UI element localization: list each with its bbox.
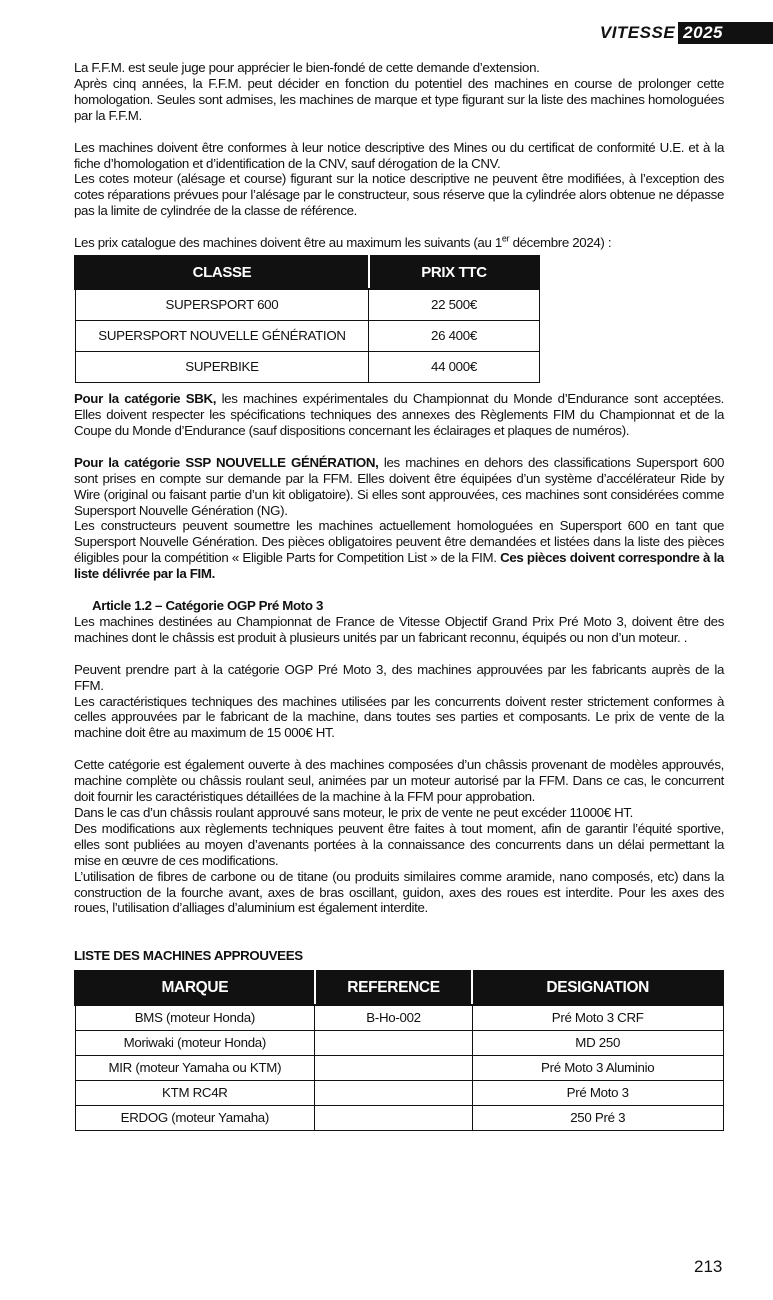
column-header-prix: PRIX TTC bbox=[369, 256, 539, 289]
section-tag bbox=[600, 22, 773, 44]
machines-table bbox=[74, 970, 724, 1131]
paragraph: Des modifications aux règlements techniques peuvent être faites à tout moment, afin de garantir l’équité sportive, elles sont publiées au moyen d’avenants portées à la connaissance des concurrents dans un délai permettant la mise en œuvre de ces modifications. bbox=[74, 820, 724, 868]
table-row bbox=[75, 1031, 723, 1056]
ssp-lead: Pour la catégorie SSP NOUVELLE GÉNÉRATION, bbox=[74, 454, 379, 470]
paragraph-prices-intro bbox=[74, 235, 724, 251]
paragraph: L’utilisation de fibres de carbone ou de titane (ou produits similaires comme aramide, nano composés, etc) dans la construction de la fourche avant, axes de bras oscillant, guidon, axes des roues est interdite. Pour les axes des roues, l’utilisation d’alliages d’aluminium est également interdite. bbox=[74, 868, 724, 916]
table-cell: BMS (moteur Honda) bbox=[75, 1005, 315, 1031]
table-cell: SUPERSPORT NOUVELLE GÉNÉRATION bbox=[75, 321, 369, 352]
paragraph: La F.F.M. est seule juge pour apprécier le bien-fondé de cette demande d’extension. bbox=[74, 60, 540, 75]
paragraph: Cette catégorie est également ouverte à des machines composées d’un châssis provenant de modèles approuvés, machine complète ou châssis roulant seul, animées par un moteur autorisé par la FFM. Dans ce cas, le concurrent doit fournir les caractéristiques détaillées de la machine à la FFM pour approbation. bbox=[74, 757, 724, 805]
section-tag-word: VITESSE bbox=[599, 23, 676, 42]
paragraph: Après cinq années, la F.F.M. peut décider en fonction du potentiel des machines en course de prolonger cette homologation. Seules sont admises, les machines de marque et type figurant sur la liste des machines homologuées par la F.F.M. bbox=[74, 75, 724, 123]
paragraph: Dans le cas d’un châssis roulant approuvé sans moteur, le prix de vente ne peut excéder 11000€ HT. bbox=[74, 805, 633, 820]
table-cell bbox=[315, 1031, 473, 1056]
table-row bbox=[75, 352, 539, 383]
table-cell: MD 250 bbox=[472, 1031, 723, 1056]
ssp2-bold: Ces pièces doivent correspondre à la liste délivrée par la FIM. bbox=[74, 550, 724, 582]
ssp-text: les machines en dehors des classifications Supersport 600 sont prises en compte sur demande par la FFM. Elles doivent être équipées d’un système d’accélérateur Ride by Wire (original ou faisant partie d’un kit obligatoire). Si elles sont approuvées, ces machines sont considérées comme Supersport Nouvelle Génération (NG). bbox=[74, 454, 724, 518]
table-row bbox=[75, 1106, 723, 1131]
table-cell: KTM RC4R bbox=[75, 1081, 315, 1106]
table-cell: Pré Moto 3 Aluminio bbox=[472, 1056, 723, 1081]
table-cell bbox=[315, 1081, 473, 1106]
ssp2-text: Les constructeurs peuvent soumettre les machines actuellement homologuées en Supersport 600 en tant que Supersport Nouvelle Génération. Des pièces obligatoires peuvent être demandées et listées dans la liste des pièces éligibles pour la compétition « Eligible Parts for Competition List » de la FIM. bbox=[74, 518, 724, 566]
paragraph: Peuvent prendre part à la catégorie OGP Pré Moto 3, des machines approuvées par les fabricants auprès de la FFM. bbox=[74, 661, 724, 693]
table-cell bbox=[315, 1056, 473, 1081]
page-number: 213 bbox=[694, 1257, 723, 1276]
table-cell: 26 400€ bbox=[369, 321, 539, 352]
price-table-header-row bbox=[75, 256, 539, 289]
table-row bbox=[75, 321, 539, 352]
paragraph: Les caractéristiques techniques des machines utilisées par les concurrents doivent rester strictement conformes à celles approuvées par le fabricant de la machine, dans toutes ses parties et composants. Le prix de vente de la machine doit être au maximum de 15 000€ HT. bbox=[74, 693, 724, 741]
table-cell: Moriwaki (moteur Honda) bbox=[75, 1031, 315, 1056]
machines-list-title: LISTE DES MACHINES APPROUVEES bbox=[74, 948, 303, 964]
sbk-text: les machines expérimentales du Championnat du Monde d’Endurance sont acceptées. Elles doivent respecter les spécifications techniques des annexes des Règlements FIM du Championnat et de la Coupe du Monde d’Endurance (sauf dispositions concernant les éclairages et plaques de numéros). bbox=[74, 391, 724, 438]
paragraph-ssp bbox=[74, 455, 724, 519]
prices-intro-sup: er bbox=[501, 233, 510, 244]
price-table bbox=[74, 255, 540, 383]
table-cell: 44 000€ bbox=[369, 352, 539, 383]
machines-table-header-row bbox=[75, 971, 723, 1005]
table-cell: 250 Pré 3 bbox=[472, 1106, 723, 1131]
paragraph: Les cotes moteur (alésage et course) figurant sur la notice descriptive ne peuvent être modifiées, à l’exception des cotes réparations prévues pour l’alésage par le constructeur, sous réserve que la cylindrée alors obtenue ne dépasse pas la limite de cylindrée de la classe de référence. bbox=[74, 171, 724, 219]
column-header-classe: CLASSE bbox=[75, 256, 369, 289]
table-cell: ERDOG (moteur Yamaha) bbox=[75, 1106, 315, 1131]
table-cell: MIR (moteur Yamaha ou KTM) bbox=[75, 1056, 315, 1081]
paragraph-ssp-2 bbox=[74, 518, 724, 582]
table-cell: Pré Moto 3 bbox=[472, 1081, 723, 1106]
table-row bbox=[75, 289, 539, 321]
paragraph: Les machines destinées au Championnat de France de Vitesse Objectif Grand Prix Pré Moto 3, doivent être des machines dont le châssis est produit à plusieurs unités par un fabricant reconnu, équipés ou non d’un moteur. . bbox=[74, 613, 724, 645]
table-cell: B-Ho-002 bbox=[315, 1005, 473, 1031]
column-header-designation: DESIGNATION bbox=[472, 971, 723, 1005]
table-cell: SUPERBIKE bbox=[75, 352, 369, 383]
paragraph: Les machines doivent être conformes à leur notice descriptive des Mines ou du certificat de conformité U.E. et à la fiche d’homologation et d’identification de la CNV, sauf dérogation de la CNV. bbox=[74, 139, 724, 171]
table-cell: 22 500€ bbox=[369, 289, 539, 321]
column-header-reference: REFERENCE bbox=[315, 971, 473, 1005]
table-cell: Pré Moto 3 CRF bbox=[472, 1005, 723, 1031]
article-title: Article 1.2 – Catégorie OGP Pré Moto 3 bbox=[92, 598, 324, 614]
column-header-marque: MARQUE bbox=[75, 971, 315, 1005]
table-row bbox=[75, 1056, 723, 1081]
paragraph-sbk bbox=[74, 391, 724, 439]
table-row bbox=[75, 1081, 723, 1106]
sbk-lead: Pour la catégorie SBK, bbox=[74, 391, 217, 407]
prices-intro-text-end: décembre 2024) : bbox=[509, 235, 612, 251]
table-cell bbox=[315, 1106, 473, 1131]
table-row bbox=[75, 1005, 723, 1031]
table-cell: SUPERSPORT 600 bbox=[75, 289, 369, 321]
prices-intro-text: Les prix catalogue des machines doivent être au maximum les suivants (au 1 bbox=[74, 235, 502, 251]
section-tag-year: 2025 bbox=[678, 22, 773, 44]
document-body bbox=[74, 60, 724, 1131]
